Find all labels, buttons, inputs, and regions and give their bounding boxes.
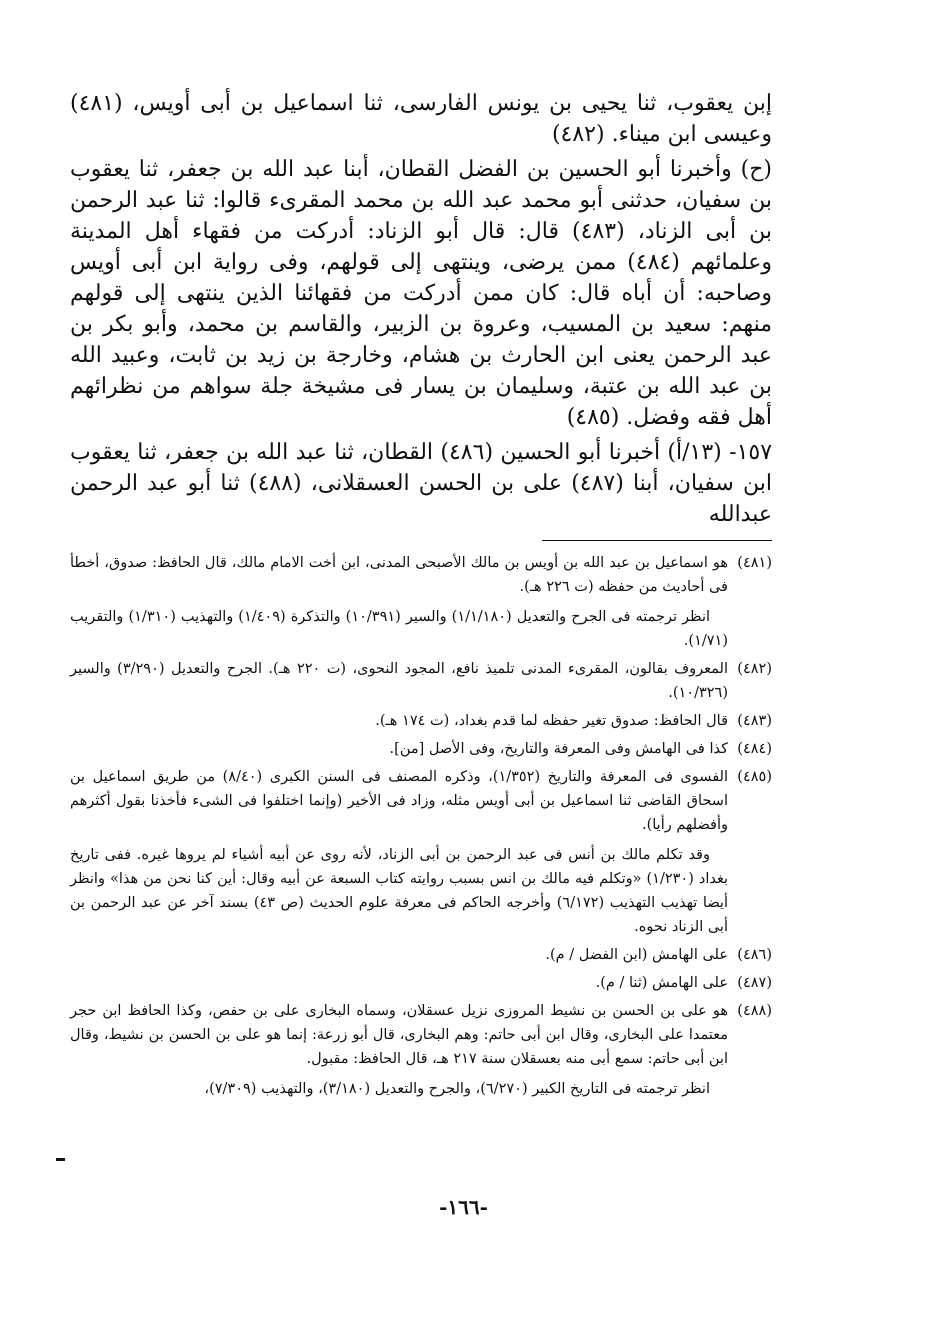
footnote-text: على الهامش (ثنا / م).	[595, 975, 728, 991]
footnote-text: وقد تكلم مالك بن أنس فى عبد الرحمن بن أبى الزناد، لأنه روى عن أبيه أشياء لم يروها غيره. ففى تاريخ بغداد (١/٢٣٠) «وتكلم فيه مالك بن انس بسبب روايته كتاب السبعة عن أبيه وقال: أين كنا نحن من هذا» وانظر أيضا تهذيب التهذيب (٦/١٧٢) وأخرجه الحاكم فى معرفة علوم الحديث (ص ٤٣) بسند آخر عن عبد الرحمن بن أبى الزناد نحوه.	[70, 847, 728, 935]
footnote-number: (٤٨١)	[737, 555, 772, 571]
main-paragraph-3: ١٥٧- (١٣/أ) أخبرنا أبو الحسين (٤٨٦) القطان، ثنا عبد الله بن جعفر، ثنا يعقوب ابن سفيان، أبنا (٤٨٧) على بن الحسن العسقلانى، (٤٨٨) ثنا أبو عبد الرحمن عبدالله	[70, 440, 773, 527]
footnote-number: (٤٨٧)	[737, 975, 772, 991]
continuation-mark	[56, 1158, 65, 1161]
footnote-481	[70, 551, 772, 653]
footnote-488	[70, 999, 772, 1101]
footnote-485	[70, 765, 772, 939]
page-content	[70, 88, 772, 1105]
main-text	[70, 88, 772, 530]
footnote-text: هو على بن الحسن بن نشيط المروزى نزيل عسقلان، وسماه البخارى على بن حفص، وكذا الحافظ ابن حجر معتمدا على البخارى، وقال ابن أبى حاتم: وهم البخارى، قال أبو زرعة: إنما هو على بن الحسن بن نشيط، وقال ابن أبى حاتم: سمع أبى منه بعسقلان سنة ٢١٧ هـ، قال الحافظ: مقبول.	[70, 1003, 728, 1067]
footnote-body	[70, 657, 728, 705]
footnotes-section	[70, 551, 772, 1101]
footnote-body	[70, 709, 728, 733]
footnote-number: (٤٨٣)	[737, 713, 772, 729]
footnote-number: (٤٨٢)	[737, 661, 772, 677]
footnote-486	[70, 943, 772, 967]
footnote-484	[70, 737, 772, 761]
page-number: -١٦٦-	[439, 1195, 488, 1219]
footnote-text: كذا فى الهامش وفى المعرفة والتاريخ، وفى الأصل [من].	[389, 741, 728, 757]
footnote-487	[70, 971, 772, 995]
footnote-483	[70, 709, 772, 733]
footnote-text: قال الحافظ: صدوق تغير حفظه لما قدم بغداد، (ت ١٧٤ هـ).	[375, 713, 728, 729]
footnote-number: (٤٨٨)	[737, 1003, 772, 1019]
footnote-text: انظر ترجمته فى التاريخ الكبير (٦/٢٧٠)، والجرح والتعديل (٣/١٨٠)، والتهذيب (٧/٣٠٩)،	[204, 1081, 710, 1097]
footnote-text: المعروف بقالون، المقرىء المدنى تلميذ نافع، المجود النحوى، (ت ٢٢٠ هـ). الجرح والتعديل (٣/٢٩٠) والسير (١٠/٣٢٦).	[70, 661, 728, 701]
footnote-text: على الهامش (ابن الفضل / م).	[545, 947, 728, 963]
footnote-number: (٤٨٦)	[737, 947, 772, 963]
footnote-482	[70, 657, 772, 705]
footnote-text: هو اسماعيل بن عبد الله بن أويس بن مالك الأصبحى المدنى، ابن أخت الامام مالك، قال الحافظ: صدوق، أخطأ فى أحاديث من حفظه (ت ٢٢٦ هـ).	[70, 555, 728, 595]
footnote-number: (٤٨٥)	[737, 769, 772, 785]
footnote-body	[70, 971, 728, 995]
footnote-text: الفسوى فى المعرفة والتاريخ (١/٣٥٢)، وذكره المصنف فى السنن الكبرى (٨/٤٠) من طريق اسماعيل بن اسحاق القاضى ثنا اسماعيل بن أبى أويس مثله، وزاد فى الأخير (وإنما اختلفوا فى الشىء فأخذنا بقول أكثرهم وأفضلهم رأيا).	[70, 769, 728, 833]
main-paragraph-2: (ح) وأخبرنا أبو الحسين بن الفضل القطان، أبنا عبد الله بن جعفر، ثنا يعقوب بن سفيان، حدثنى أبو محمد عبد الله بن محمد المقرىء قالوا: ثنا عبد الرحمن بن أبى الزناد، (٤٨٣) قال: قال أبو الزناد: أدركت من فقهاء أهل المدينة وعلمائهم (٤٨٤) ممن يرضى، وينتهى إلى قولهم، وفى رواية ابن أبى أويس وصاحبه: أن أباه قال: كان ممن أدركت من فقهائنا الذين ينتهى إلى قولهم منهم: سعيد بن المسيب، وعروة بن الزبير، والقاسم بن محمد، وأبو بكر بن عبد الرحمن يعنى ابن الحارث بن هشام، وخارجة بن زيد بن ثابت، وعبيد الله بن عبد الله بن عتبة، وسليمان بن يسار فى مشيخة جلة سواهم من نظرائهم أهل فقه وفضل. (٤٨٥)	[70, 157, 773, 430]
footnote-text: انظر ترجمته فى الجرح والتعديل (١/١/١٨٠) والسير (١٠/٣٩١) والتذكرة (١/٤٠٩) والتهذيب (١/٣١٠) والتقريب (١/٧١).	[70, 609, 728, 649]
main-paragraph-1: إبن يعقوب، ثنا يحيى بن يونس الفارسى، ثنا اسماعيل بن أبى أويس، (٤٨١) وعيسى ابن ميناء. (٤٨٢)	[70, 91, 772, 147]
footnote-body	[70, 737, 728, 761]
footnote-body	[70, 943, 728, 967]
footnote-body	[70, 765, 728, 939]
footnote-separator-rule	[542, 540, 772, 541]
footnote-number: (٤٨٤)	[737, 741, 772, 757]
footnote-body	[70, 999, 728, 1101]
footnote-body	[70, 551, 728, 653]
